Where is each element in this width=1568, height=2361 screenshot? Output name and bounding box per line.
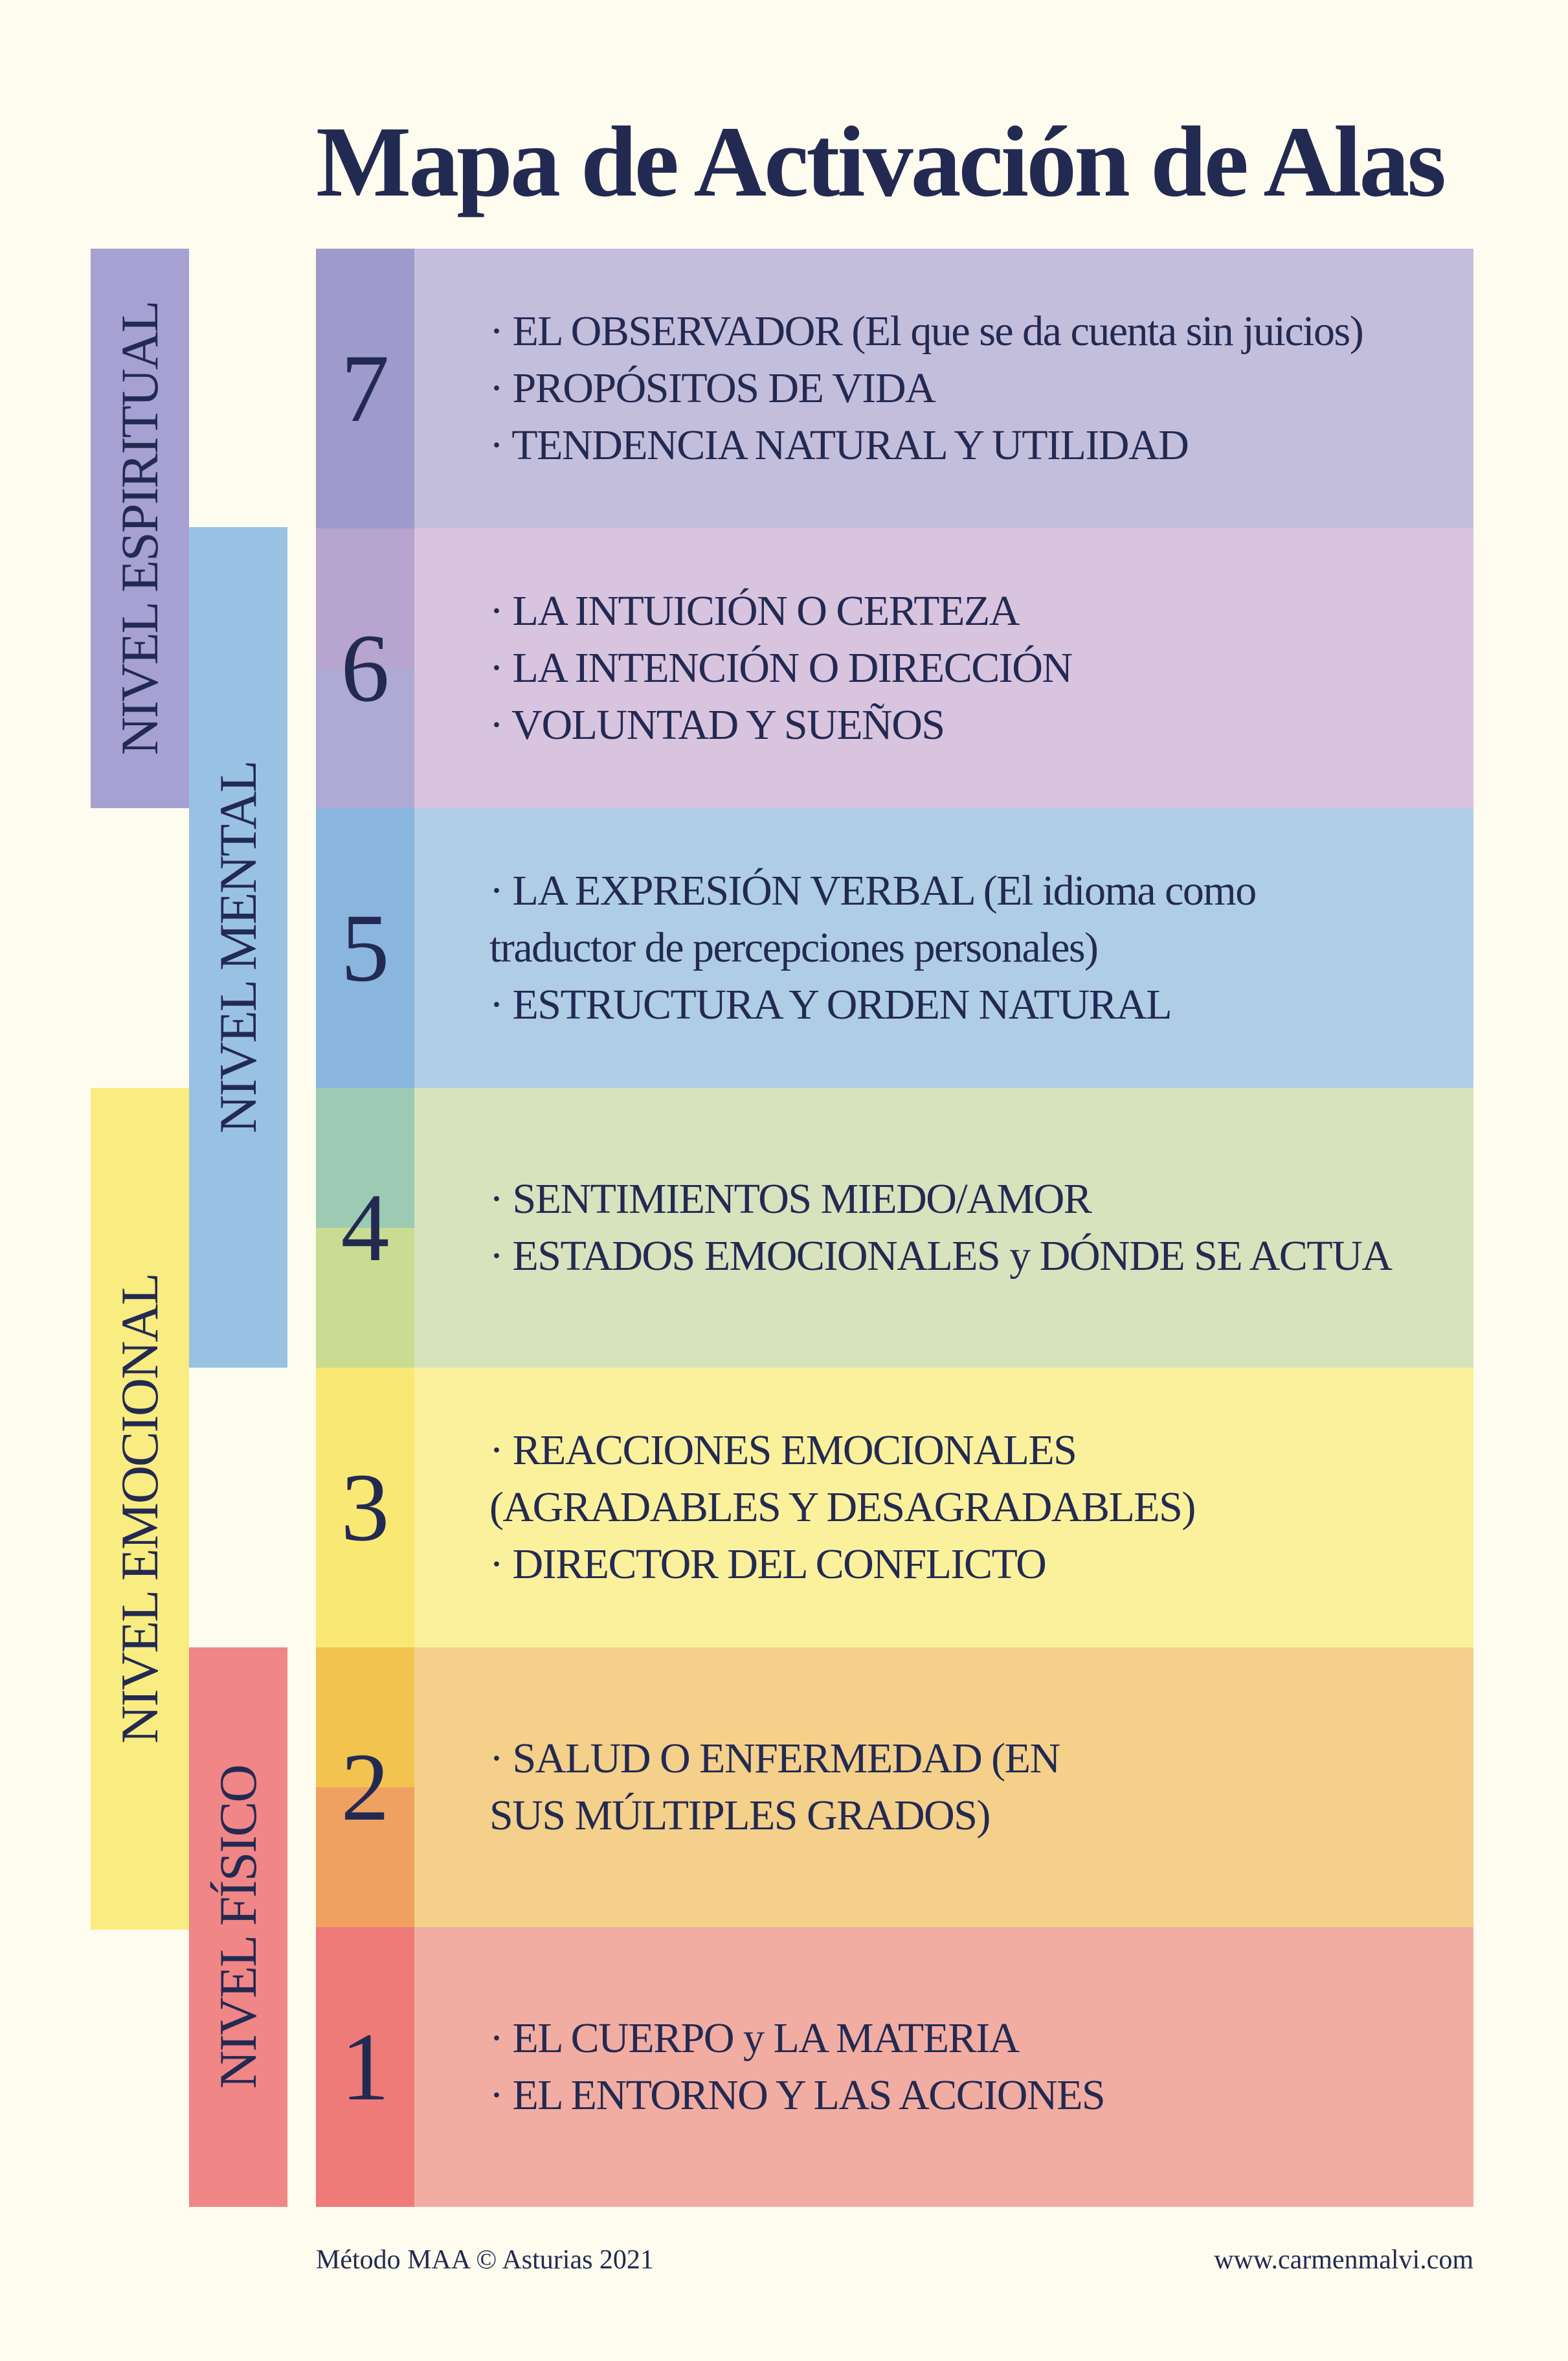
list-item: · SALUD O ENFERMEDAD (EN [489, 1735, 1060, 1782]
level-bar-mental [189, 527, 287, 1368]
footer-website[interactable]: www.carmenmalvi.com [1214, 2245, 1473, 2275]
level-row-7 [316, 249, 1473, 528]
list-item: · EL CUERPO y LA MATERIA [489, 2015, 1019, 2062]
item-list-2 [489, 1647, 1454, 1927]
level-row-3 [316, 1368, 1473, 1647]
level-row-2 [316, 1647, 1473, 1927]
level-bar-fisico [189, 1647, 287, 2207]
item-list-7 [489, 249, 1454, 528]
item-list-3 [489, 1368, 1454, 1647]
level-label-mental: NIVEL MENTAL [208, 761, 267, 1134]
level-row-6 [316, 528, 1473, 808]
list-item: traductor de percepciones personales) [489, 924, 1098, 971]
item-list-5 [489, 808, 1454, 1088]
number-6: 6 [341, 615, 390, 722]
list-item: · SENTIMIENTOS MIEDO/AMOR [489, 1175, 1092, 1223]
list-item: · EL ENTORNO Y LAS ACCIONES [489, 2072, 1105, 2119]
list-item: SUS MÚLTIPLES GRADOS) [489, 1792, 990, 1839]
list-item: · DIRECTOR DEL CONFLICTO [489, 1541, 1046, 1588]
list-item: · LA INTUICIÓN O CERTEZA [489, 587, 1019, 635]
number-7: 7 [341, 335, 390, 442]
number-1: 1 [341, 2013, 390, 2121]
list-item: · VOLUNTAD Y SUEÑOS [489, 701, 945, 749]
level-bar-espiritual [91, 249, 189, 808]
number-3: 3 [341, 1454, 390, 1561]
list-item: · ESTADOS EMOCIONALES y DÓNDE SE ACTUA [489, 1232, 1392, 1280]
list-item: · LA INTENCIÓN O DIRECCIÓN [489, 644, 1072, 692]
number-4: 4 [341, 1174, 390, 1282]
level-row-5 [316, 808, 1473, 1088]
list-item: (AGRADABLES Y DESAGRADABLES) [489, 1484, 1195, 1531]
item-list-1 [489, 1927, 1454, 2207]
list-item: · EL OBSERVADOR (El que se da cuenta sin juicios) [489, 308, 1363, 355]
list-item: · PROPÓSITOS DE VIDA [489, 365, 935, 412]
list-item: · REACCIONES EMOCIONALES [489, 1427, 1077, 1474]
level-bar-emocional [91, 1088, 189, 1930]
level-label-espiritual: NIVEL ESPIRITUAL [110, 301, 169, 756]
item-list-4 [489, 1088, 1454, 1368]
item-list-6 [489, 528, 1454, 808]
list-item: · ESTRUCTURA Y ORDEN NATURAL [489, 981, 1172, 1028]
page-title: Mapa de Activación de Alas [316, 106, 1444, 218]
level-row-4 [316, 1088, 1473, 1368]
level-label-fisico: NIVEL FÍSICO [208, 1765, 267, 2089]
level-row-1 [316, 1927, 1473, 2207]
number-2: 2 [341, 1734, 390, 1841]
list-item: · TENDENCIA NATURAL Y UTILIDAD [489, 422, 1189, 469]
list-item: · LA EXPRESIÓN VERBAL (El idioma como [489, 867, 1256, 914]
number-5: 5 [341, 894, 390, 1002]
footer-copyright: Método MAA © Asturias 2021 [316, 2245, 654, 2275]
level-label-emocional: NIVEL EMOCIONAL [110, 1274, 169, 1744]
